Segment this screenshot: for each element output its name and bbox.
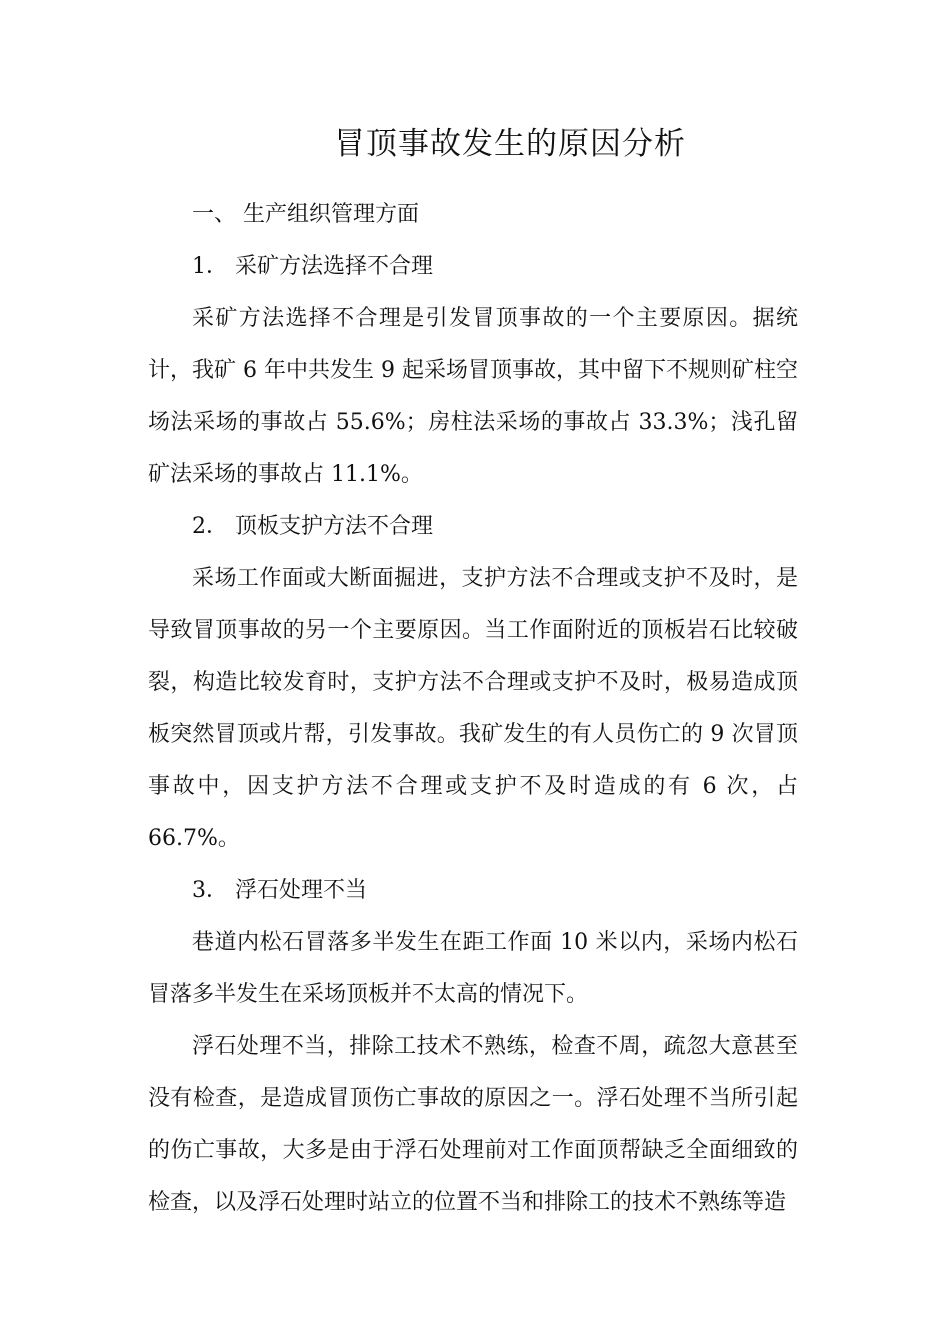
section-heading: 一、 生产组织管理方面 xyxy=(192,202,419,227)
subsection-heading: 2． 顶板支护方法不合理 xyxy=(192,514,433,539)
subsection-heading: 1． 采矿方法选择不合理 xyxy=(192,254,433,279)
document-title: 冒顶事故发生的原因分析 xyxy=(334,126,686,162)
body-paragraph: 采场工作面或大断面掘进，支护方法不合理或支护不及时，是导致冒顶事故的另一个主要原因。当工作面附近的顶板岩石比较破裂，构造比较发育时，支护方法不合理或支护不及时，极易造成顶板突然冒顶或片帮，引发事故。我矿发生的有人员伤亡的 9 次冒顶事故中，因支护方法不合理或支护不及时造成的有 6 次，占 66.7%。 xyxy=(148,566,798,851)
body-paragraph: 浮石处理不当，排除工技术不熟练，检查不周，疏忽大意甚至没有检查，是造成冒顶伤亡事故的原因之一。浮石处理不当所引起的伤亡事故，大多是由于浮石处理前对工作面顶帮缺乏全面细致的检查，以及浮石处理时站立的位置不当和排除工的技术不熟练等造 xyxy=(148,1034,798,1215)
subsection-heading: 3． 浮石处理不当 xyxy=(192,878,367,903)
body-paragraph: 采矿方法选择不合理是引发冒顶事故的一个主要原因。据统计，我矿 6 年中共发生 9 起采场冒顶事故，其中留下不规则矿柱空场法采场的事故占 55.6%；房柱法采场的事故占 33.3%；浅孔留矿法采场的事故占 11.1%。 xyxy=(148,306,798,487)
document-body xyxy=(148,189,798,1229)
body-paragraph: 巷道内松石冒落多半发生在距工作面 10 米以内，采场内松石冒落多半发生在采场顶板并不太高的情况下。 xyxy=(148,930,798,1007)
